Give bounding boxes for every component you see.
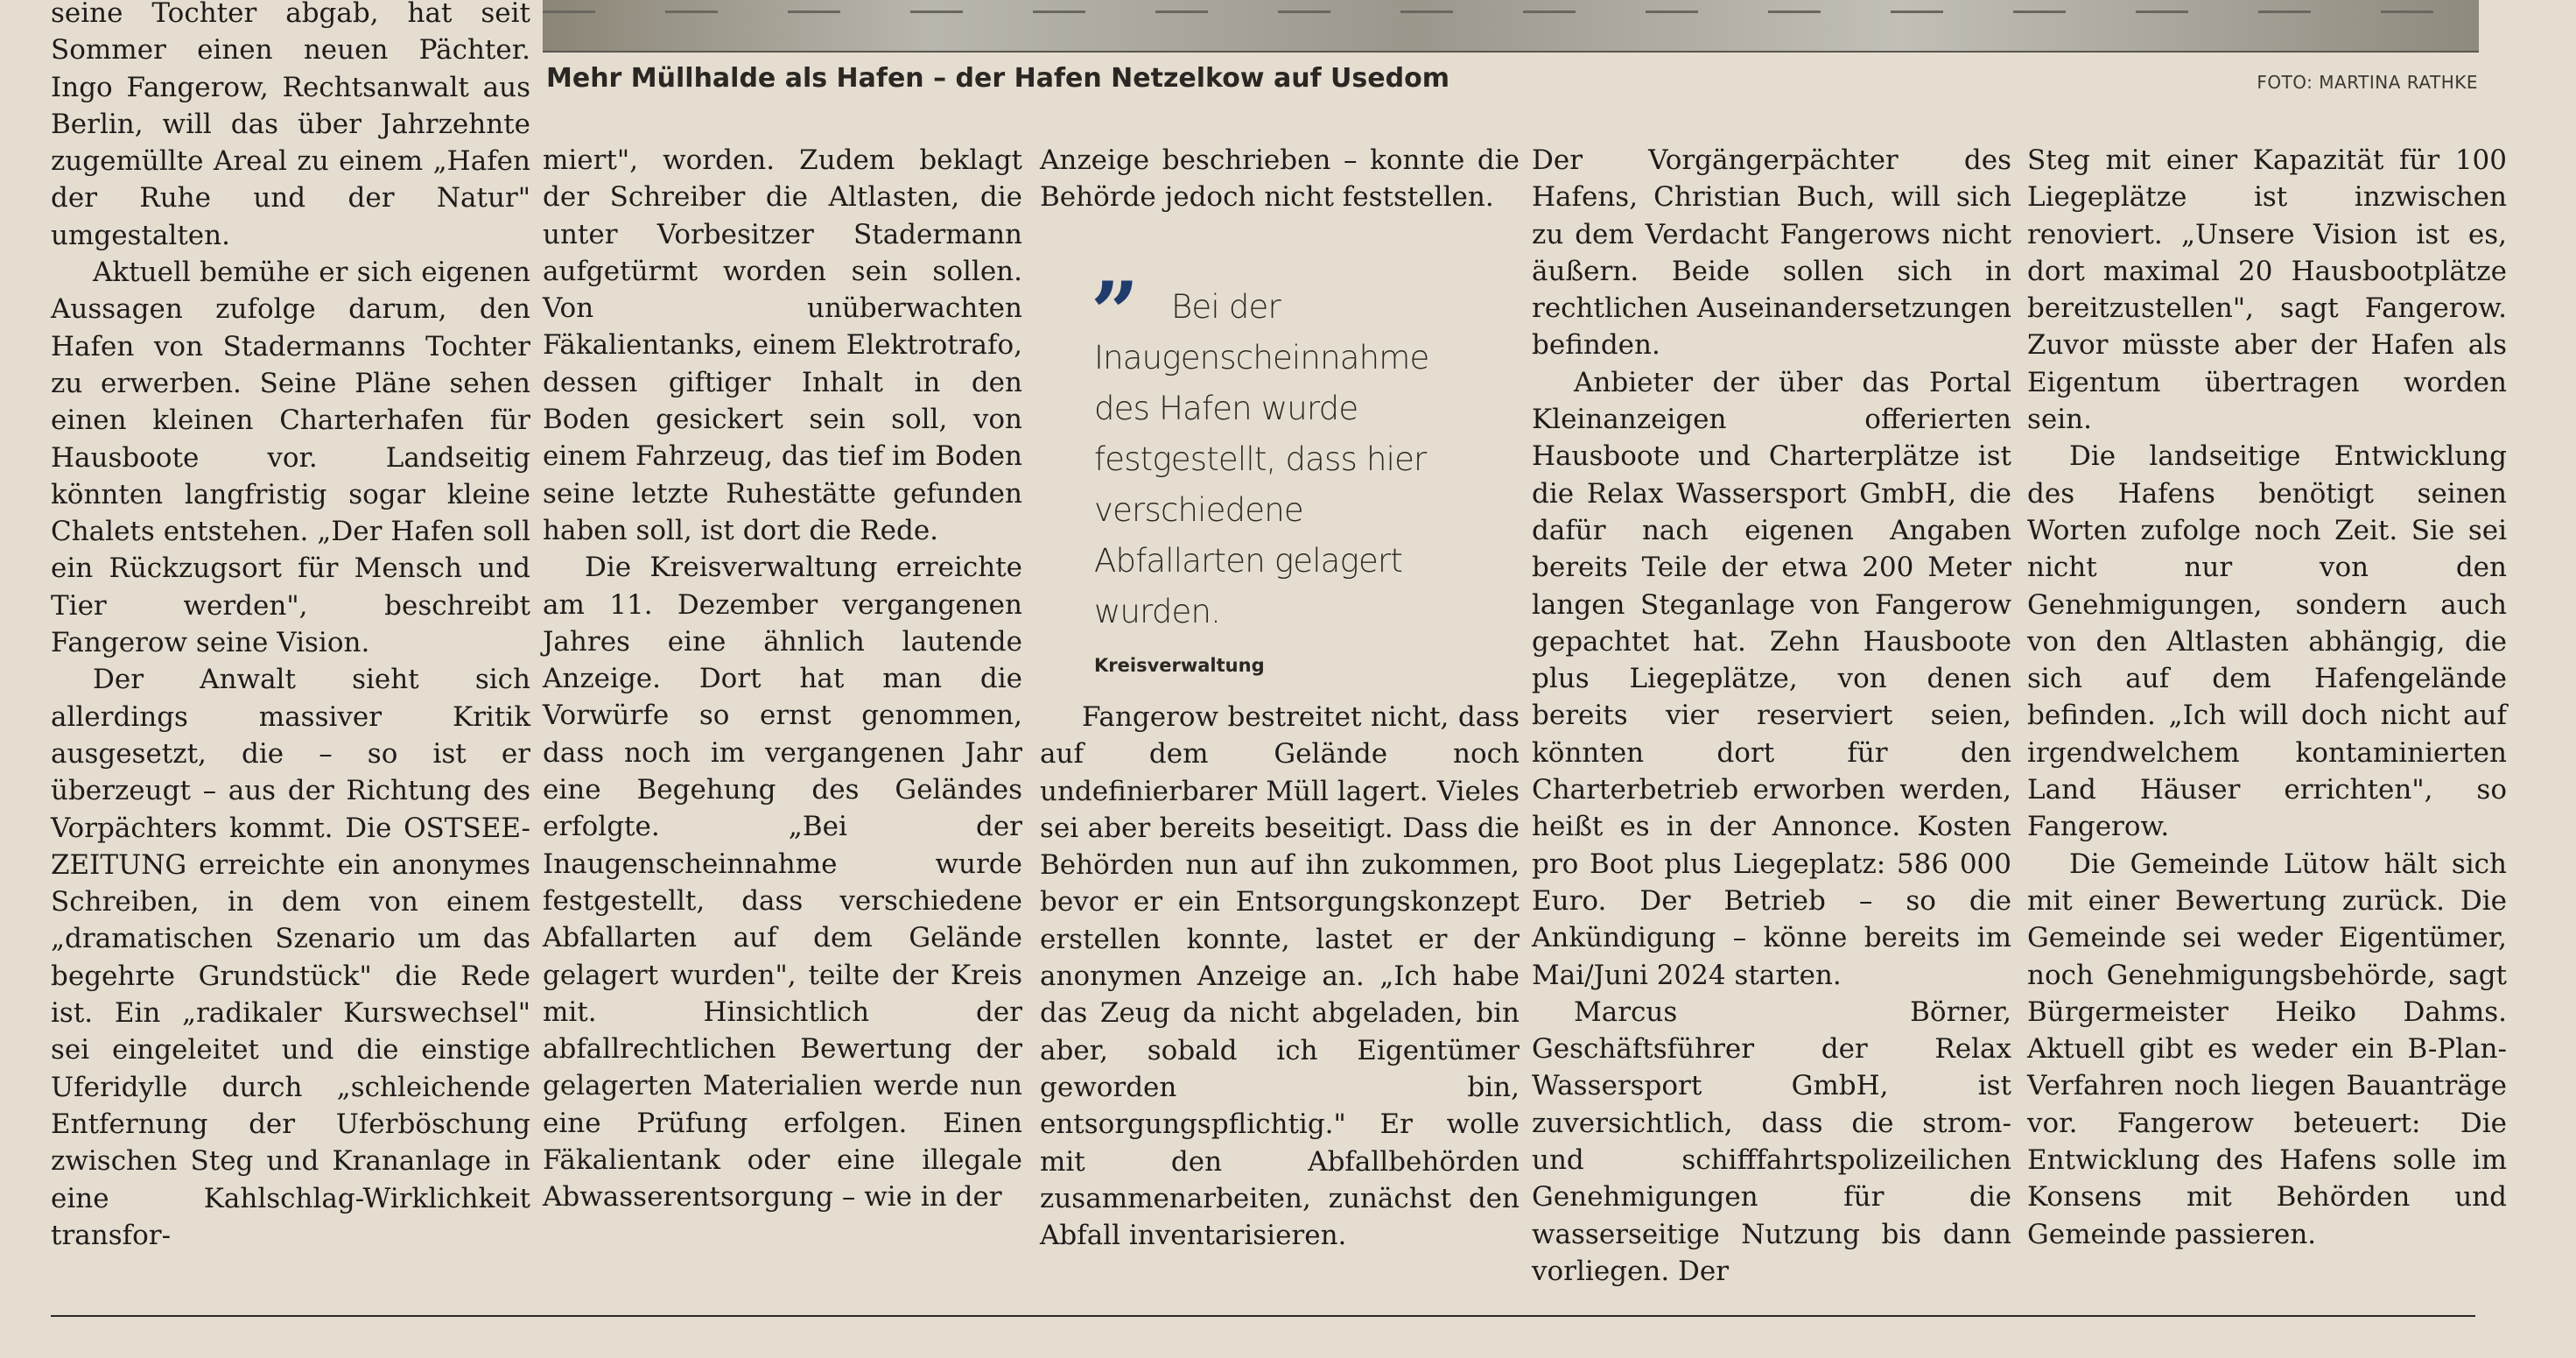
paragraph: miert", worden. Zudem beklagt der Schreiber die Altlasten, die unter Vorbesitzer Stadermann aufgetürmt worden sein sollen. Von unüberwachten Fäkalientanks, einem Elektrotrafo, dessen giftiger Inhalt in den Boden gesickert sein soll, von einem Fahrzeug, das tief im Boden seine letzte Ruhestätte gefunden haben soll, ist dort die Rede. <box>543 144 1022 546</box>
paragraph: Anbieter der über das Portal Kleinanzeigen offerierten Hausboote und Charterplätze ist die Relax Wassersport GmbH, die dafür nach eigenen Angaben bereits Teile der etwa 200 Meter langen Steganlage von Fangerow gepachtet hat. Zehn Hausboote plus Liegeplätze, von denen bereits vier reserviert seien, könnten dort für den Charterbetrieb erworben werden, heißt es in der Annonce. Kosten pro Boot plus Liegeplatz: 586 000 Euro. Der Betrieb – so die Ankündigung – könne bereits im Mai/Juni 2024 starten. <box>1532 366 2011 991</box>
paragraph: Anzeige beschrieben – konnte die Behörde jedoch nicht feststellen. <box>1040 144 1520 214</box>
paragraph: Die Kreisverwaltung erreichte am 11. Dezember vergangenen Jahres eine ähnlich lautende Anzeige. Dort hat man die Vorwürfe so ernst genommen, dass noch im vergangenen Jahr eine Begehung des Geländes erfolgte. „Bei der Inaugenscheinnahme wurde festgestellt, dass verschiedene Abfallarten auf dem Gelände gelagert wurden", teilte der Kreis mit. Hinsichtlich der abfallrechtlichen Bewertung der gelagerten Materialien werde nun eine Prüfung erfolgen. Einen Fäkalientank oder eine illegale Abwasserentsorgung – wie in der <box>543 552 1022 1214</box>
quote-mark-icon: ” <box>1091 264 1140 362</box>
article-column-1 <box>51 0 530 1254</box>
article-column-5 <box>2027 142 2507 1253</box>
article-column-2 <box>543 142 1022 1216</box>
paragraph: Marcus Börner, Geschäftsführer der Relax Wassersport GmbH, ist zuversichtlich, dass die strom- und schifffahrtspolizeilichen Genehmigungen für die wasserseitige Nutzung bis dann vorliegen. Der <box>1532 996 2011 1287</box>
article-column-4 <box>1532 142 2011 1290</box>
pull-quote <box>1091 264 1479 676</box>
paragraph: Fangerow bestreitet nicht, dass auf dem Gelände noch undefinierbarer Müll lagert. Vieles sei aber bereits beseitigt. Dass die Behörden nun auf ihn zukommen, bevor er ein Entsorgungskonzept erstellen konnte, lastet er der anonymen Anzeige an. „Ich habe das Zeug da nicht abgeladen, bin aber, sobald ich Eigentümer geworden bin, entsorgungspflichtig." Er wolle mit den Abfallbehörden zusammenarbeiten, zunächst den Abfall inventarisieren. <box>1040 701 1520 1252</box>
paragraph: Der Anwalt sieht sich allerdings massiver Kritik ausgesetzt, die – so ist er überzeugt – aus der Richtung des Vorpächters kommt. Die OSTSEE-ZEITUNG erreichte ein anonymes Schreiben, in dem von einem „dramatischen Szenario um das begehrte Grundstück" die Rede ist. Ein „radikaler Kurswechsel" sei eingeleitet und die einstige Uferidylle durch „schleichende Entfernung der Uferböschung zwischen Steg und Krananlage in eine Kahlschlag-Wirklichkeit transfor- <box>51 664 530 1251</box>
bottom-divider <box>51 1315 2475 1317</box>
pull-quote-text: Bei der Inaugenscheinnahme des Hafen wurde festgestellt, dass hier verschiedene Abfallarten gelagert wurden. <box>1094 288 1429 630</box>
paragraph: Steg mit einer Kapazität für 100 Liegeplätze ist inzwischen renoviert. „Unsere Vision ist es, dort maximal 20 Hausbootplätze bereitzustellen", sagt Fangerow. Zuvor müsste aber der Hafen als Eigentum übertragen worden sein. <box>2027 144 2507 436</box>
photo-caption: Mehr Müllhalde als Hafen – der Hafen Netzelkow auf Usedom <box>546 63 1449 94</box>
paragraph: seine Tochter abgab, hat seit Sommer einen neuen Pächter. Ingo Fangerow, Rechtsanwalt aus Berlin, will das über Jahrzehnte zugemüllte Areal zu einem „Hafen der Ruhe und der Natur" umgestalten. <box>51 0 530 251</box>
paragraph: Aktuell bemühe er sich eigenen Aussagen zufolge darum, den Hafen von Stadermanns Tochter zu erwerben. Seine Pläne sehen einen kleinen Charterhafen für Hausboote vor. Landseitig könnten langfristig sogar kleine Chalets entstehen. „Der Hafen soll ein Rückzugsort für Mensch und Tier werden", beschreibt Fangerow seine Vision. <box>51 257 530 659</box>
pull-quote-source: Kreisverwaltung <box>1094 655 1265 676</box>
paragraph: Die Gemeinde Lütow hält sich mit einer Bewertung zurück. Die Gemeinde sei weder Eigentümer, noch Genehmigungsbehörde, sagt Bürgermeister Heiko Dahms. Aktuell gibt es weder ein B-Plan-Verfahren noch liegen Bauanträge vor. Fangerow beteuert: Die Entwicklung des Hafens solle im Konsens mit Behörden und Gemeinde passieren. <box>2027 848 2507 1250</box>
article-photo <box>543 0 2479 53</box>
paragraph: Die landseitige Entwicklung des Hafens benötigt seinen Worten zufolge noch Zeit. Sie sei nicht nur von den Genehmigungen, sondern auch von den Altlasten abhängig, die sich auf dem Hafengelände befinden. „Ich will doch nicht auf irgendwelchem kontaminierten Land Häuser errichten", so Fangerow. <box>2027 440 2507 843</box>
paragraph: Der Vorgängerpächter des Hafens, Christian Buch, will sich zu dem Verdacht Fangerows nicht äußern. Beide sollen sich in rechtlichen Auseinandersetzungen befinden. <box>1532 144 2011 362</box>
photo-credit: FOTO: MARTINA RATHKE <box>2257 72 2478 93</box>
